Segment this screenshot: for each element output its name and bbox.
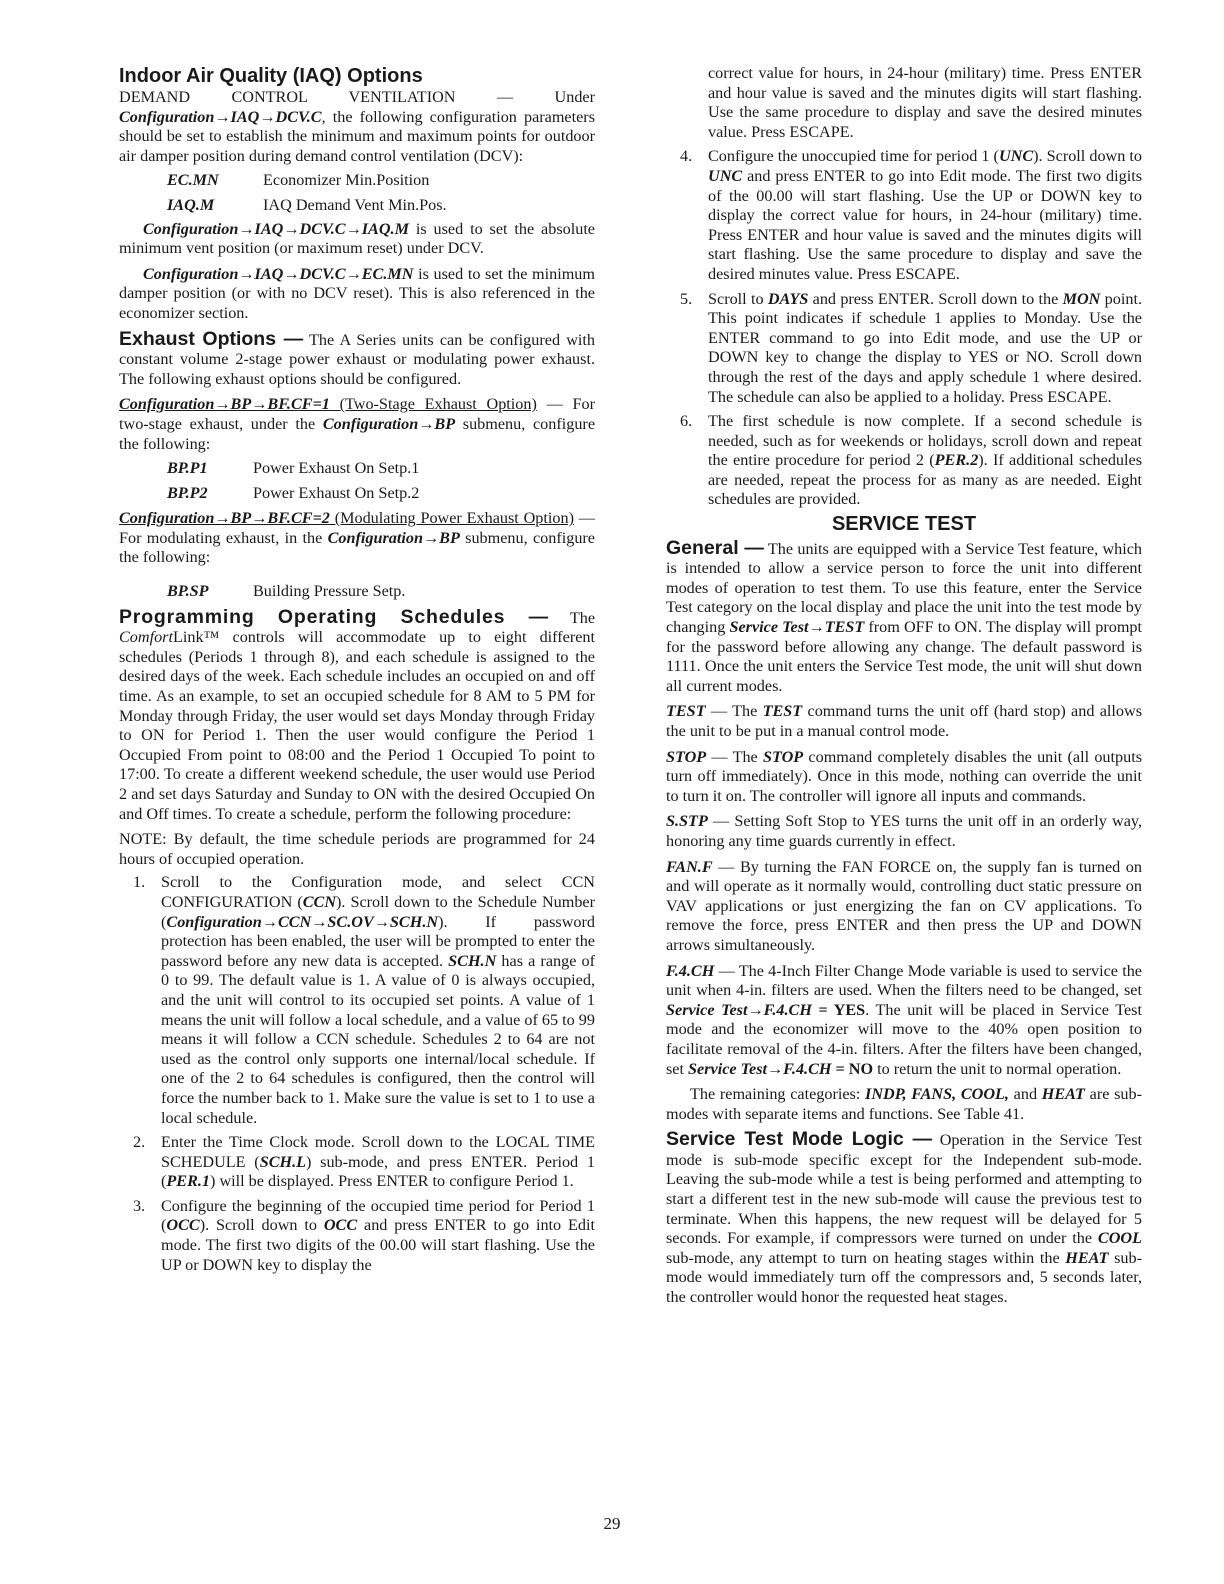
iaq-heading: Indoor Air Quality (IAQ) Options [119,65,423,87]
page-number: 29 [603,1514,621,1533]
param-row [119,196,595,216]
general-heading: General — [666,536,764,559]
exhaust-heading: Exhaust Options — [119,327,304,350]
soft-stop-paragraph: S.STP — Setting Soft Stop to YES turns the unit off in an orderly way, honoring any time guards currently in effect. [666,812,1142,850]
filter-change-paragraph: F.4.CH — The 4-Inch Filter Change Mode variable is used to service the unit when 4-in. filters are used. When the filters need to be changed, set Service Test→F.4.CH = YES. The unit will be placed in Service Test mode and the economizer will move to the 40% open position to facilitate removal of the 4-in. filters. After the filters have been changed, set Service Test→F.4.CH = NO to return the unit to normal operation. [666,961,1142,1078]
list-item: 4. Configure the unoccupied time for period 1 (UNC). Scroll down to UNC and press ENTER to go into Edit mode. The first two digits of the 00.00 will start flashing. Use the UP or DOWN key to display the correct value for hours, in 24-hour (military) time. Press ENTER and hour value is saved and the minutes digits will start flashing. Use the same procedure to display and save the desired minutes value. Press ESCAPE. [680,147,1142,283]
param-code: IAQ.M [167,195,215,214]
test-paragraph: TEST — The TEST command turns the unit off (hard stop) and allows the unit to be put in a manual control mode. [666,702,1142,740]
param-code: EC.MN [167,171,219,190]
logic-heading: Service Test Mode Logic — [666,1128,933,1151]
iaq-intro: DEMAND CONTROL VENTILATION — Under Configuration→IAQ→DCV.C, the following configuration parameters should be set to establish the minimum and maximum points for outdoor air damper position during demand control ventilation (DCV): [119,88,595,165]
list-item: 1. Scroll to the Configuration mode, and select CCN CONFIGURATION (CCN). Scroll down to the Schedule Number (Configuration→CCN→SC.OV→SCH.N). If password protection has been enabled, the user will be prompted to enter the password before any new data is accepted. SCH.N has a range of 0 to 99. The default value is 1. A value of 0 is always occupied, and the unit will control to its occupied set points. A value of 1 means the unit will follow a local schedule, and a value of 65 to 99 means it will follow a CCN schedule. Schedules 2 to 64 are not used as the control only supports one internal/local schedule. If one of the 2 to 64 schedules is configured, then the control will force the number back to 1. Make sure the value is set to 1 to use a local schedule. [133,873,595,1127]
iaq-paragraph-2: Configuration→IAQ→DCV.C→IAQ.M is used to set the absolute minimum vent position (or maximum reset) under DCV. [119,219,595,258]
fan-force-paragraph: FAN.F — By turning the FAN FORCE on, the supply fan is turned on and will operate as it normally would, controlling duct static pressure on VAV applications or just energizing the fan on CV applications. To remove the force, press ENTER and then press the UP and DOWN arrows simultaneously. [666,857,1142,954]
left-column [119,64,595,1280]
exhaust-modulating: Configuration→BP→BF.CF=2 (Modulating Power Exhaust Option) — For modulating exhaust, in the Configuration→BP submenu, configure the following: [119,509,595,567]
service-test-heading: SERVICE TEST [831,513,977,536]
param-desc: Economizer Min.Position [263,171,430,190]
exhaust-paragraph: Exhaust Options — The A Series units can be configured with constant volume 2-stage power exhaust or modulating power exhaust. The following exhaust options should be configured. [119,327,595,388]
remaining-paragraph: The remaining categories: INDP, FANS, COOL, and HEAT are sub-modes with separate items and functions. See Table 41. [666,1085,1142,1123]
param-code: BP.SP [167,582,209,601]
programming-paragraph: Programming Operating Schedules — The ComfortLink™ controls will accommodate up to eight different schedules (Periods 1 through 8), and each schedule is assigned to the desired days of the week. Each schedule includes an occupied on and off time. As an example, to set an occupied schedule for 8 AM to 5 PM for Monday through Friday, the user would set days Monday through Friday to ON for Period 1. Then the user would configure the Period 1 Occupied From point to 08:00 and the Period 1 Occupied To point to 17:00. To create a different weekend schedule, the user would use Period 2 and set days Saturday and Sunday to ON with the desired Occupied On and Off times. To create a schedule, perform the following procedure: [119,605,596,823]
general-paragraph: General — The units are equipped with a Service Test feature, which is intended to allow a service person to force the unit into different modes of operation to test them. To use this feature, enter the Service Test category on the local display and place the unit into the test mode by changing Service Test→TEST from OFF to ON. The display will prompt for the password before allowing any change. The default password is 1111. Once the unit enters the Service Test mode, the unit will shut down all current modes. [666,536,1143,695]
exhaust-two-stage: Configuration→BP→BF.CF=1 (Two-Stage Exhaust Option) — For two-stage exhaust, under the Configuration→BP submenu, configure the following: [119,395,595,453]
param-desc: Building Pressure Setp. [253,582,406,601]
list-item: 2. Enter the Time Clock mode. Scroll down to the LOCAL TIME SCHEDULE (SCH.L) sub-mode, and press ENTER. Period 1 (PER.1) will be displayed. Press ENTER to configure Period 1. [133,1133,595,1191]
param-code: BP.P1 [167,459,208,478]
param-desc: Power Exhaust On Setp.1 [253,459,420,478]
param-row [119,582,595,602]
iaq-paragraph-3: Configuration→IAQ→DCV.C→EC.MN is used to set the minimum damper position (or with no DCV reset). This is also referenced in the economizer section. [119,264,595,322]
param-desc: Power Exhaust On Setp.2 [253,483,420,502]
list-item: 6. The first schedule is now complete. If a second schedule is needed, such as for weekends or holidays, scroll down and repeat the entire procedure for period 2 (PER.2). If additional schedules are needed, repeat the process for as many as are needed. Eight schedules are provided. [680,412,1142,509]
param-row [119,484,595,504]
list-item: 3. Configure the beginning of the occupied time period for Period 1 (OCC). Scroll down to OCC and press ENTER to go into Edit mode. The first two digits of the 00.00 will start flashing. Use the UP or DOWN key to display the [133,1196,596,1274]
logic-paragraph: Service Test Mode Logic — Operation in the Service Test mode is sub-mode specific except for the Independent sub-mode. Leaving the sub-mode while a test is being performed and attempting to start a different test in the new sub-mode will cause the previous test to terminate. When this happens, the new request will be delayed for 5 seconds. For example, if compressors were turned on under the COOL sub-mode, any attempt to turn on heating stages within the HEAT sub-mode would immediately turn off the compressors and, 5 seconds later, the controller would honor the requested heat stages. [666,1128,1143,1307]
list-item: correct value for hours, in 24-hour (military) time. Press ENTER and hour value is saved and the minutes digits will start flashing. Use the same procedure to display and save the desired minutes value. Press ESCAPE. [708,64,1142,141]
programming-heading: Programming Operating Schedules — [119,605,549,628]
stop-paragraph: STOP — The STOP command completely disables the unit (all outputs turn off immediately). Once in this mode, nothing can override the unit to turn it on. The controller will ignore all inputs and commands. [666,747,1143,805]
note: NOTE: By default, the time schedule periods are programmed for 24 hours of occupied operation. [119,830,595,868]
param-code: BP.P2 [167,483,208,502]
param-desc: IAQ Demand Vent Min.Pos. [263,195,447,214]
procedure-steps [119,873,595,1275]
param-row [119,171,595,191]
list-item: 5. Scroll to DAYS and press ENTER. Scroll down to the MON point. This point indicates if schedule 1 applies to Monday. Use the ENTER command to go into Edit mode, and use the UP or DOWN key to change the display to YES or NO. Scroll down through the rest of the days and apply schedule 1 where desired. The schedule can also be applied to a holiday. Press ESCAPE. [680,289,1142,406]
param-row [119,459,595,479]
right-column [666,64,1142,1308]
procedure-steps-continued [666,64,1142,510]
